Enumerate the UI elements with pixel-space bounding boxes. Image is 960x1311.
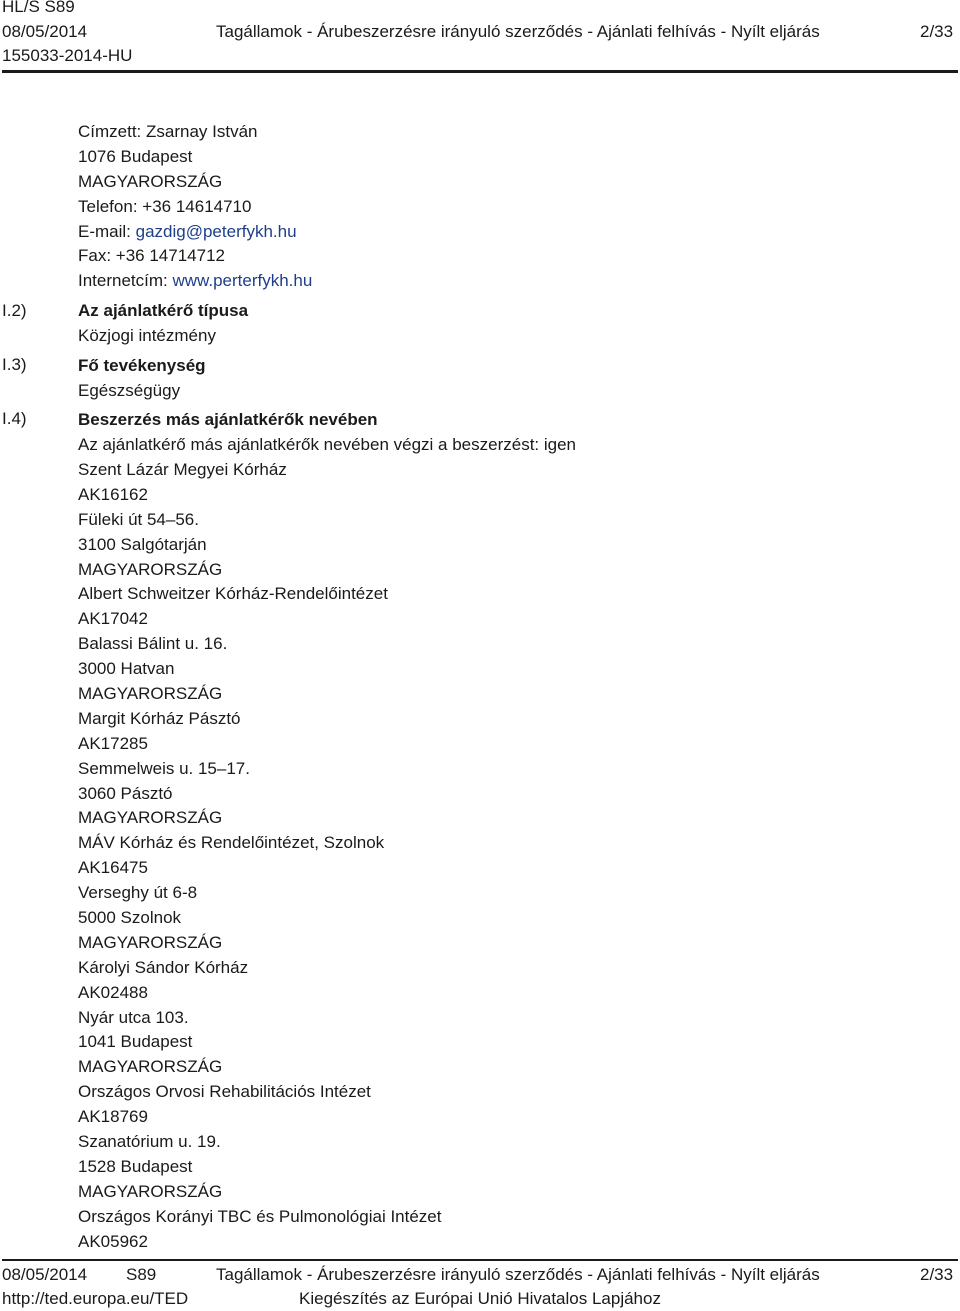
section-line: 3100 Salgótarján [78, 534, 207, 554]
header-rule [2, 70, 958, 73]
section-number-i4: I.4) [2, 409, 27, 429]
section-line: MAGYARORSZÁG [78, 1057, 223, 1077]
contact-fax: Fax: +36 14714712 [78, 246, 225, 266]
section-heading-i2: Az ajánlatkérő típusa [78, 301, 249, 321]
section-line: 1041 Budapest [78, 1032, 193, 1052]
recipient: Címzett: Zsarnay István [78, 122, 258, 141]
section-line: AK17285 [78, 733, 148, 753]
section-heading-i4: Beszerzés más ajánlatkérők nevében [78, 410, 378, 430]
document-body [78, 120, 938, 1254]
section-number-i3: I.3) [2, 355, 27, 374]
section-line: 1528 Budapest [78, 1156, 193, 1176]
header-date: 08/05/2014 [2, 22, 88, 41]
section-value-i2: Közjogi intézmény [78, 325, 216, 345]
section-heading-i3: Fő tevékenység [78, 355, 206, 375]
section-i3 [78, 354, 938, 404]
section-line: AK02488 [78, 982, 148, 1002]
section-line: MAGYARORSZÁG [78, 683, 223, 703]
footer-title: Tagállamok - Árubeszerzésre irányuló szerződés - Ajánlati felhívás - Nyílt eljárás [216, 1265, 820, 1284]
section-i4 [78, 408, 938, 1254]
contact-phone: Telefon: +36 14614710 [78, 196, 252, 216]
section-line: Balassi Bálint u. 16. [78, 634, 228, 654]
section-line: Füleki út 54–56. [78, 509, 199, 529]
section-i2 [78, 299, 938, 349]
section-line: Szanatórium u. 19. [78, 1132, 221, 1152]
section-line: 3060 Pásztó [78, 783, 173, 803]
section-line: MÁV Kórház és Rendelőintézet, Szolnok [78, 833, 385, 853]
header-title: Tagállamok - Árubeszerzésre irányuló szerződés - Ajánlati felhívás - Nyílt eljárás [216, 22, 820, 41]
section-line: Margit Kórház Pásztó [78, 708, 241, 728]
header-page-number: 2/33 [920, 22, 954, 41]
section-line: AK18769 [78, 1107, 148, 1127]
footer-date: 08/05/2014 [2, 1265, 88, 1284]
section-line: Semmelweis u. 15–17. [78, 758, 250, 778]
section-line: 5000 Szolnok [78, 908, 182, 927]
email-label: E-mail: [78, 221, 136, 241]
contact-email-row [78, 220, 938, 245]
header-doc-code: HL/S S89 [2, 0, 75, 16]
section-line: AK16475 [78, 858, 148, 878]
section-line: Az ajánlatkérő más ajánlatkérők nevében végzi a beszerzést: igen [78, 435, 577, 455]
email-link[interactable]: gazdig@peterfykh.hu [135, 221, 297, 241]
section-line: MAGYARORSZÁG [78, 932, 223, 952]
footer-series: S89 [126, 1265, 157, 1284]
section-line: Országos Orvosi Rehabilitációs Intézet [78, 1082, 371, 1102]
footer-page-number: 2/33 [920, 1265, 954, 1284]
contact-web-row [78, 269, 938, 294]
section-number-i2: I.2) [2, 300, 27, 320]
contact-country: MAGYARORSZÁG [78, 171, 223, 191]
section-line: MAGYARORSZÁG [78, 1181, 223, 1201]
section-line: Nyár utca 103. [78, 1007, 189, 1027]
header-notice-id: 155033-2014-HU [2, 46, 133, 65]
web-label: Internetcím: [78, 271, 173, 291]
section-line: Károlyi Sándor Kórház [78, 957, 249, 977]
section-line: AK05962 [78, 1231, 148, 1251]
section-line: 3000 Hatvan [78, 659, 175, 679]
section-line: AK16162 [78, 484, 148, 504]
section-line: MAGYARORSZÁG [78, 559, 223, 579]
section-line: Országos Korányi TBC és Pulmonológiai Intézet [78, 1206, 442, 1226]
footer-rule [2, 1259, 958, 1261]
footer-url[interactable]: http://ted.europa.eu/TED [2, 1289, 189, 1308]
section-line: Verseghy út 6-8 [78, 883, 198, 903]
section-line: AK17042 [78, 609, 148, 629]
section-line: MAGYARORSZÁG [78, 808, 223, 828]
section-line: Albert Schweitzer Kórház-Rendelőintézet [78, 584, 388, 604]
section-line: Szent Lázár Megyei Kórház [78, 459, 287, 479]
web-link[interactable]: www.perterfykh.hu [172, 271, 313, 291]
contact-city: 1076 Budapest [78, 146, 193, 166]
section-value-i3: Egészségügy [78, 380, 181, 400]
footer-supplement: Kiegészítés az Európai Unió Hivatalos Lapjához [299, 1289, 661, 1308]
contact-block [78, 120, 938, 294]
